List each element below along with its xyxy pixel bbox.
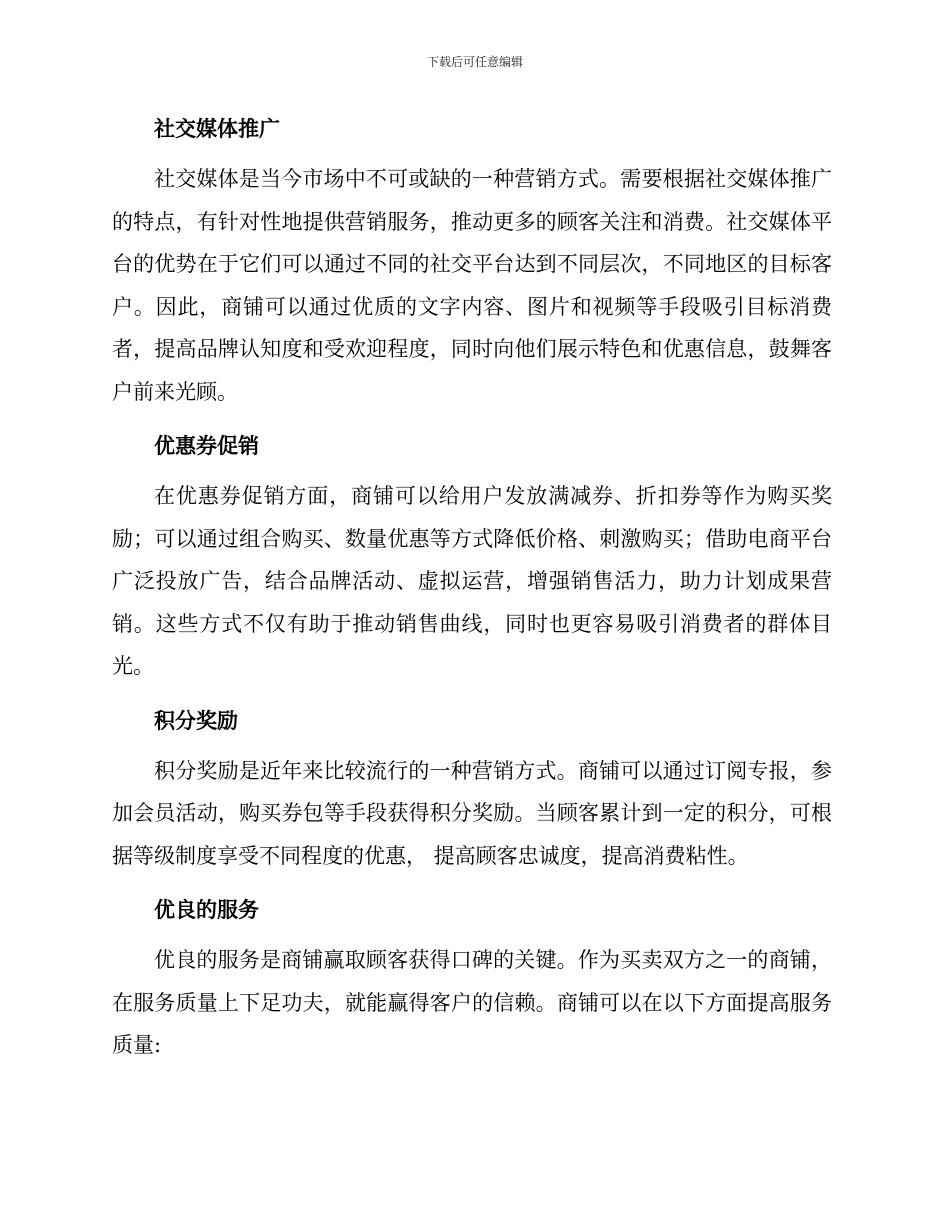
document-body	[112, 108, 832, 1079]
section-paragraph-quality-service: 优良的服务是商铺赢取顾客获得口碑的关键。作为买卖双方之一的商铺，在服务质量上下足功夫，就能赢得客户的信赖。商铺可以在以下方面提高服务质量:	[112, 948, 832, 1057]
section-heading-points-reward: 积分奖励	[154, 707, 238, 733]
page-header: 下载后可任意编辑	[426, 55, 523, 69]
section-heading-quality-service: 优良的服务	[154, 897, 259, 922]
section-heading-social-media: 社交媒体推广	[154, 116, 280, 141]
section-paragraph-social-media: 社交媒体是当今市场中不可或缺的一种营销方式。需要根据社交媒体推广的特点，有针对性地提供营销服务，推动更多的顾客关注和消费。社交媒体平台的优势在于它们可以通过不同的社交平台达到不同层次，不同地区的目标客户。因此，商铺可以通过优质的文字内容、图片和视频等手段吸引目标消费者，提高品牌认知度和受欢迎程度，同时向他们展示特色和优惠信息，鼓舞客户前来光顾。	[112, 167, 832, 404]
section-heading-coupon-promotion: 优惠券促销	[154, 433, 259, 458]
section-paragraph-points-reward: 积分奖励是近年来比较流行的一种营销方式。商铺可以通过订阅专报，参加会员活动，购买券包等手段获得积分奖励。当顾客累计到一定的积分，可根据等级制度享受不同程度的优惠， 提高顾客忠诚度，提高消费粘性。	[112, 758, 832, 868]
section-paragraph-coupon-promotion: 在优惠券促销方面，商铺可以给用户发放满减券、折扣券等作为购买奖励；可以通过组合购买、数量优惠等方式降低价格、刺激购买；借助电商平台广泛投放广告，结合品牌活动、虚拟运营，增强销售活力，助力计划成果营销。这些方式不仅有助于推动销售曲线，同时也更容易吸引消费者的群体目光。	[112, 484, 832, 678]
